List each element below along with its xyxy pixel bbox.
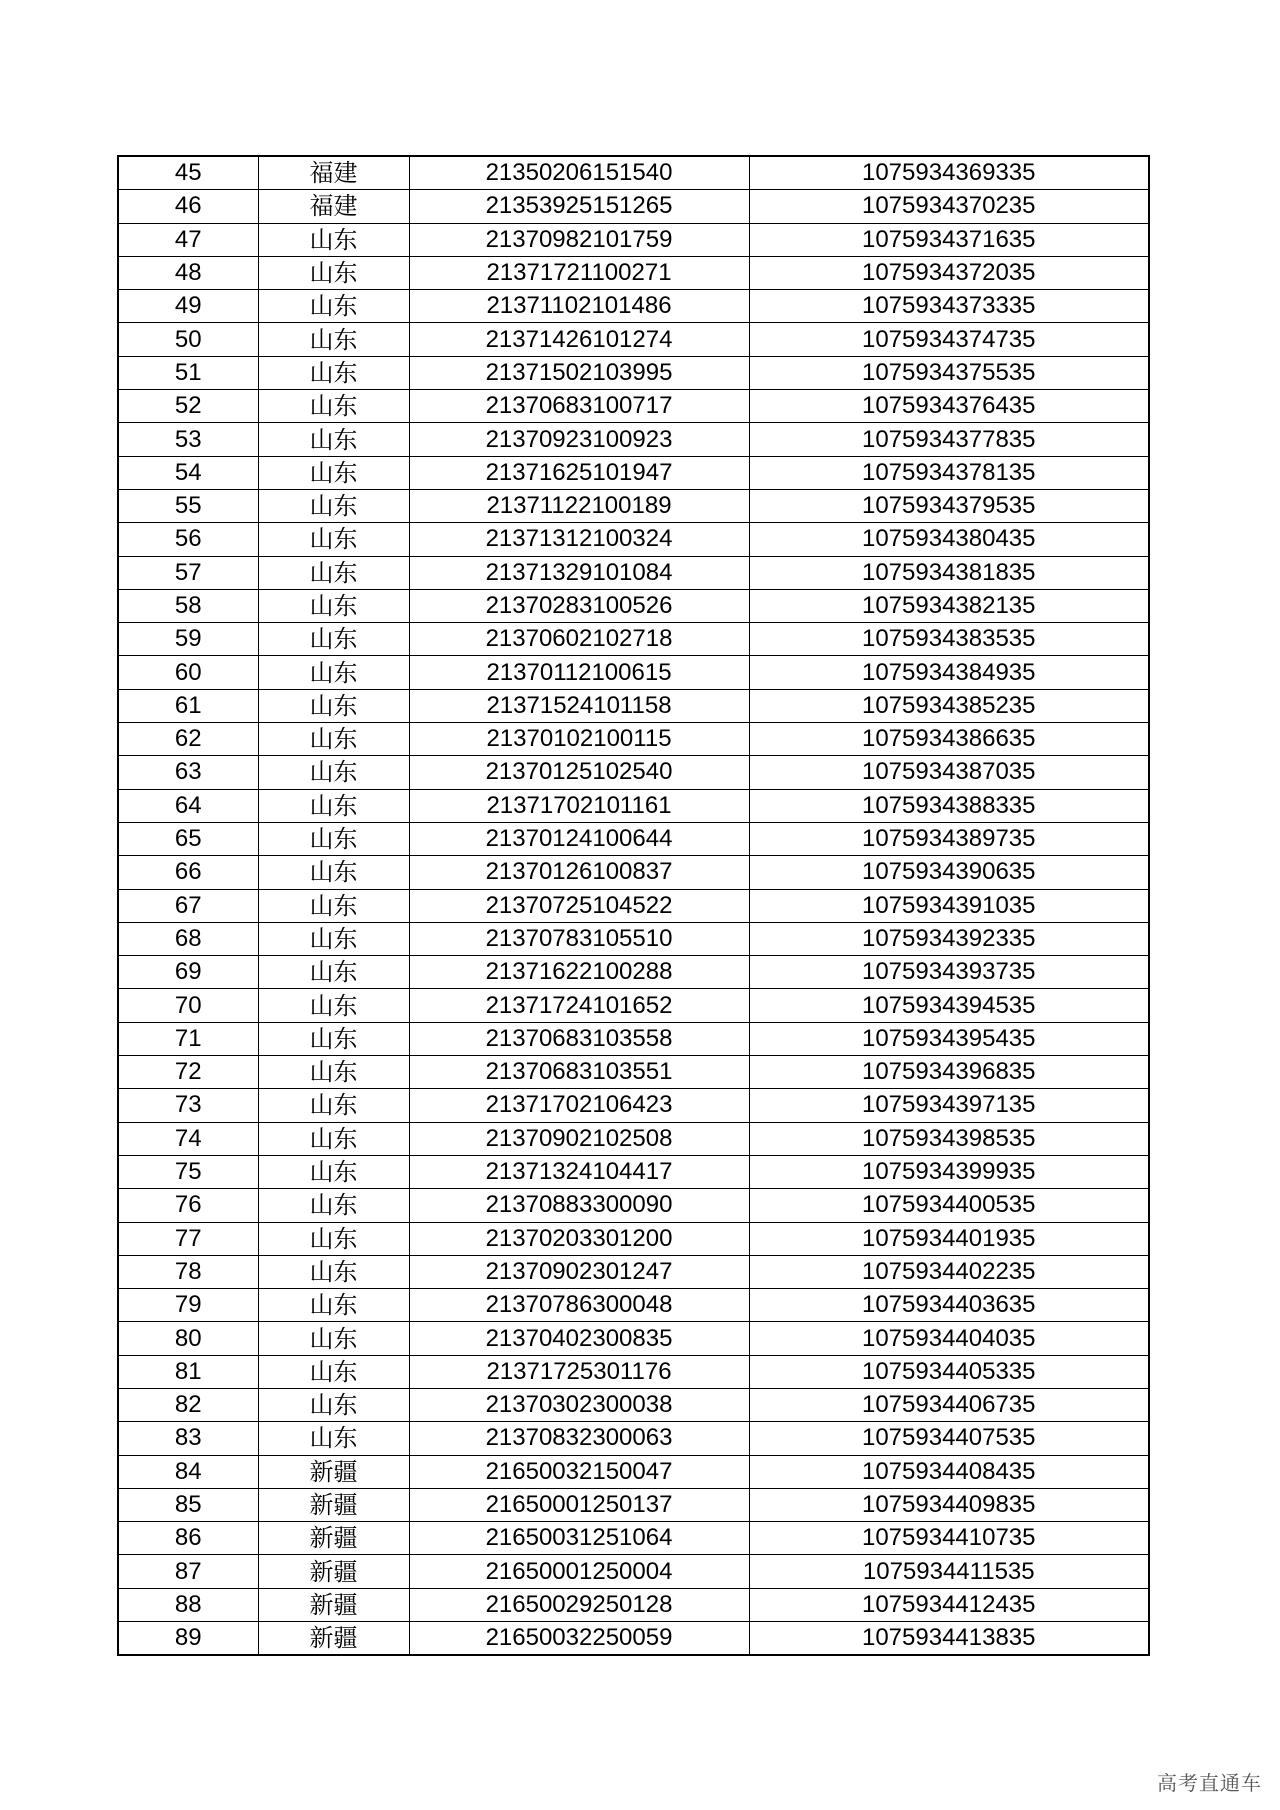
notice-number-cell: 1075934409835 [749, 1488, 1149, 1521]
admission-list-table [117, 155, 1150, 1656]
row-index-cell: 79 [118, 1289, 258, 1322]
exam-number-cell: 21371622100288 [409, 956, 749, 989]
province-cell: 山东 [258, 1355, 409, 1388]
province-cell: 山东 [258, 922, 409, 955]
notice-number-cell: 1075934378135 [749, 456, 1149, 489]
row-index-cell: 52 [118, 390, 258, 423]
notice-number-cell: 1075934402235 [749, 1255, 1149, 1288]
notice-number-cell: 1075934408435 [749, 1455, 1149, 1488]
row-index-cell: 75 [118, 1155, 258, 1188]
table-row [118, 623, 1149, 656]
table-row [118, 1189, 1149, 1222]
exam-number-cell: 21370683100717 [409, 390, 749, 423]
exam-number-cell: 21370786300048 [409, 1289, 749, 1322]
notice-number-cell: 1075934404035 [749, 1322, 1149, 1355]
province-cell: 山东 [258, 956, 409, 989]
exam-number-cell: 21370125102540 [409, 756, 749, 789]
province-cell: 山东 [258, 1255, 409, 1288]
table-row [118, 256, 1149, 289]
row-index-cell: 55 [118, 489, 258, 522]
row-index-cell: 68 [118, 922, 258, 955]
province-cell: 山东 [258, 623, 409, 656]
exam-number-cell: 21370783105510 [409, 922, 749, 955]
exam-number-cell: 21371426101274 [409, 323, 749, 356]
exam-number-cell: 21370124100644 [409, 822, 749, 855]
province-cell: 新疆 [258, 1522, 409, 1555]
table-row [118, 922, 1149, 955]
table-body [118, 156, 1149, 1655]
notice-number-cell: 1075934403635 [749, 1289, 1149, 1322]
exam-number-cell: 21370902301247 [409, 1255, 749, 1288]
row-index-cell: 74 [118, 1122, 258, 1155]
notice-number-cell: 1075934371635 [749, 223, 1149, 256]
notice-number-cell: 1075934386635 [749, 723, 1149, 756]
table-row [118, 1122, 1149, 1155]
province-cell: 山东 [258, 756, 409, 789]
table-row [118, 356, 1149, 389]
row-index-cell: 84 [118, 1455, 258, 1488]
exam-number-cell: 21370102100115 [409, 723, 749, 756]
table-row [118, 989, 1149, 1022]
row-index-cell: 56 [118, 523, 258, 556]
table-row [118, 190, 1149, 223]
row-index-cell: 86 [118, 1522, 258, 1555]
table-row [118, 156, 1149, 190]
exam-number-cell: 21371524101158 [409, 689, 749, 722]
province-cell: 山东 [258, 423, 409, 456]
province-cell: 山东 [258, 1122, 409, 1155]
row-index-cell: 48 [118, 256, 258, 289]
exam-number-cell: 21370832300063 [409, 1422, 749, 1455]
province-cell: 山东 [258, 1289, 409, 1322]
province-cell: 山东 [258, 290, 409, 323]
province-cell: 山东 [258, 822, 409, 855]
row-index-cell: 77 [118, 1222, 258, 1255]
row-index-cell: 50 [118, 323, 258, 356]
exam-number-cell: 21650001250137 [409, 1488, 749, 1521]
table-row [118, 689, 1149, 722]
notice-number-cell: 1075934391035 [749, 889, 1149, 922]
province-cell: 山东 [258, 1222, 409, 1255]
row-index-cell: 81 [118, 1355, 258, 1388]
province-cell: 山东 [258, 223, 409, 256]
table-row [118, 723, 1149, 756]
table-row [118, 1488, 1149, 1521]
exam-number-cell: 21371625101947 [409, 456, 749, 489]
province-cell: 山东 [258, 1022, 409, 1055]
province-cell: 山东 [258, 489, 409, 522]
notice-number-cell: 1075934390635 [749, 856, 1149, 889]
notice-number-cell: 1075934383535 [749, 623, 1149, 656]
province-cell: 山东 [258, 656, 409, 689]
province-cell: 山东 [258, 1388, 409, 1421]
table-row [118, 1089, 1149, 1122]
notice-number-cell: 1075934397135 [749, 1089, 1149, 1122]
exam-number-cell: 21371502103995 [409, 356, 749, 389]
exam-number-cell: 21370126100837 [409, 856, 749, 889]
table-row [118, 789, 1149, 822]
table-row [118, 556, 1149, 589]
notice-number-cell: 1075934393735 [749, 956, 1149, 989]
province-cell: 山东 [258, 1056, 409, 1089]
row-index-cell: 73 [118, 1089, 258, 1122]
row-index-cell: 70 [118, 989, 258, 1022]
table-row [118, 423, 1149, 456]
table-row [118, 1056, 1149, 1089]
table-row [118, 1455, 1149, 1488]
notice-number-cell: 1075934384935 [749, 656, 1149, 689]
table-row [118, 1388, 1149, 1421]
row-index-cell: 49 [118, 290, 258, 323]
row-index-cell: 46 [118, 190, 258, 223]
row-index-cell: 89 [118, 1622, 258, 1656]
province-cell: 新疆 [258, 1455, 409, 1488]
province-cell: 山东 [258, 589, 409, 622]
province-cell: 新疆 [258, 1488, 409, 1521]
notice-number-cell: 1075934392335 [749, 922, 1149, 955]
row-index-cell: 66 [118, 856, 258, 889]
row-index-cell: 85 [118, 1488, 258, 1521]
table-row [118, 489, 1149, 522]
watermark-text: 高考直通车 [1157, 1771, 1262, 1795]
row-index-cell: 76 [118, 1189, 258, 1222]
notice-number-cell: 1075934407535 [749, 1422, 1149, 1455]
exam-number-cell: 21370112100615 [409, 656, 749, 689]
province-cell: 山东 [258, 390, 409, 423]
exam-number-cell: 21371122100189 [409, 489, 749, 522]
row-index-cell: 63 [118, 756, 258, 789]
row-index-cell: 51 [118, 356, 258, 389]
exam-number-cell: 21370683103551 [409, 1056, 749, 1089]
notice-number-cell: 1075934398535 [749, 1122, 1149, 1155]
exam-number-cell: 21650032150047 [409, 1455, 749, 1488]
exam-number-cell: 21370902102508 [409, 1122, 749, 1155]
exam-number-cell: 21353925151265 [409, 190, 749, 223]
exam-number-cell: 21371329101084 [409, 556, 749, 589]
table-row [118, 223, 1149, 256]
exam-number-cell: 21650029250128 [409, 1588, 749, 1621]
row-index-cell: 71 [118, 1022, 258, 1055]
notice-number-cell: 1075934385235 [749, 689, 1149, 722]
exam-number-cell: 21650031251064 [409, 1522, 749, 1555]
notice-number-cell: 1075934379535 [749, 489, 1149, 522]
notice-number-cell: 1075934375535 [749, 356, 1149, 389]
province-cell: 山东 [258, 456, 409, 489]
table-row [118, 1355, 1149, 1388]
row-index-cell: 87 [118, 1555, 258, 1588]
notice-number-cell: 1075934374735 [749, 323, 1149, 356]
row-index-cell: 67 [118, 889, 258, 922]
table-row [118, 589, 1149, 622]
table-row [118, 1289, 1149, 1322]
notice-number-cell: 1075934412435 [749, 1588, 1149, 1621]
province-cell: 新疆 [258, 1588, 409, 1621]
exam-number-cell: 21370982101759 [409, 223, 749, 256]
row-index-cell: 65 [118, 822, 258, 855]
notice-number-cell: 1075934380435 [749, 523, 1149, 556]
exam-number-cell: 21371702106423 [409, 1089, 749, 1122]
table-row [118, 956, 1149, 989]
table-row [118, 1622, 1149, 1656]
province-cell: 山东 [258, 989, 409, 1022]
province-cell: 山东 [258, 1422, 409, 1455]
province-cell: 山东 [258, 856, 409, 889]
table-row [118, 456, 1149, 489]
province-cell: 山东 [258, 689, 409, 722]
row-index-cell: 69 [118, 956, 258, 989]
row-index-cell: 62 [118, 723, 258, 756]
exam-number-cell: 21370602102718 [409, 623, 749, 656]
notice-number-cell: 1075934388335 [749, 789, 1149, 822]
notice-number-cell: 1075934395435 [749, 1022, 1149, 1055]
row-index-cell: 45 [118, 156, 258, 190]
notice-number-cell: 1075934370235 [749, 190, 1149, 223]
row-index-cell: 78 [118, 1255, 258, 1288]
exam-number-cell: 21370883300090 [409, 1189, 749, 1222]
notice-number-cell: 1075934389735 [749, 822, 1149, 855]
table-row [118, 390, 1149, 423]
table-row [118, 889, 1149, 922]
row-index-cell: 64 [118, 789, 258, 822]
table-row [118, 656, 1149, 689]
table-row [118, 1255, 1149, 1288]
exam-number-cell: 21371312100324 [409, 523, 749, 556]
table-row [118, 323, 1149, 356]
row-index-cell: 72 [118, 1056, 258, 1089]
notice-number-cell: 1075934399935 [749, 1155, 1149, 1188]
row-index-cell: 57 [118, 556, 258, 589]
row-index-cell: 60 [118, 656, 258, 689]
province-cell: 山东 [258, 789, 409, 822]
province-cell: 山东 [258, 556, 409, 589]
notice-number-cell: 1075934377835 [749, 423, 1149, 456]
table-row [118, 1155, 1149, 1188]
province-cell: 福建 [258, 156, 409, 190]
notice-number-cell: 1075934413835 [749, 1622, 1149, 1656]
exam-number-cell: 21371324104417 [409, 1155, 749, 1188]
exam-number-cell: 21371724101652 [409, 989, 749, 1022]
table-row [118, 1588, 1149, 1621]
notice-number-cell: 1075934394535 [749, 989, 1149, 1022]
notice-number-cell: 1075934396835 [749, 1056, 1149, 1089]
exam-number-cell: 21371721100271 [409, 256, 749, 289]
exam-number-cell: 21370203301200 [409, 1222, 749, 1255]
table-row [118, 1322, 1149, 1355]
exam-number-cell: 21371725301176 [409, 1355, 749, 1388]
exam-number-cell: 21370283100526 [409, 589, 749, 622]
province-cell: 山东 [258, 523, 409, 556]
table-row [118, 822, 1149, 855]
table-row [118, 1222, 1149, 1255]
notice-number-cell: 1075934381835 [749, 556, 1149, 589]
province-cell: 山东 [258, 256, 409, 289]
exam-number-cell: 21370302300038 [409, 1388, 749, 1421]
table-row [118, 856, 1149, 889]
table-row [118, 290, 1149, 323]
row-index-cell: 82 [118, 1388, 258, 1421]
province-cell: 山东 [258, 323, 409, 356]
notice-number-cell: 1075934410735 [749, 1522, 1149, 1555]
notice-number-cell: 1075934401935 [749, 1222, 1149, 1255]
province-cell: 山东 [258, 723, 409, 756]
row-index-cell: 54 [118, 456, 258, 489]
row-index-cell: 59 [118, 623, 258, 656]
notice-number-cell: 1075934369335 [749, 156, 1149, 190]
table-row [118, 756, 1149, 789]
exam-number-cell: 21370683103558 [409, 1022, 749, 1055]
notice-number-cell: 1075934405335 [749, 1355, 1149, 1388]
exam-number-cell: 21650001250004 [409, 1555, 749, 1588]
table-row [118, 1422, 1149, 1455]
province-cell: 新疆 [258, 1622, 409, 1656]
exam-number-cell: 21370402300835 [409, 1322, 749, 1355]
notice-number-cell: 1075934376435 [749, 390, 1149, 423]
exam-number-cell: 21371102101486 [409, 290, 749, 323]
row-index-cell: 47 [118, 223, 258, 256]
province-cell: 山东 [258, 1322, 409, 1355]
notice-number-cell: 1075934400535 [749, 1189, 1149, 1222]
exam-number-cell: 21650032250059 [409, 1622, 749, 1656]
row-index-cell: 61 [118, 689, 258, 722]
province-cell: 福建 [258, 190, 409, 223]
notice-number-cell: 1075934411535 [749, 1555, 1149, 1588]
province-cell: 新疆 [258, 1555, 409, 1588]
notice-number-cell: 1075934382135 [749, 589, 1149, 622]
table-row [118, 523, 1149, 556]
province-cell: 山东 [258, 356, 409, 389]
table-row [118, 1022, 1149, 1055]
row-index-cell: 58 [118, 589, 258, 622]
table-row [118, 1555, 1149, 1588]
province-cell: 山东 [258, 1189, 409, 1222]
row-index-cell: 88 [118, 1588, 258, 1621]
province-cell: 山东 [258, 889, 409, 922]
province-cell: 山东 [258, 1089, 409, 1122]
exam-number-cell: 21371702101161 [409, 789, 749, 822]
row-index-cell: 83 [118, 1422, 258, 1455]
row-index-cell: 53 [118, 423, 258, 456]
exam-number-cell: 21350206151540 [409, 156, 749, 190]
province-cell: 山东 [258, 1155, 409, 1188]
notice-number-cell: 1075934387035 [749, 756, 1149, 789]
exam-number-cell: 21370923100923 [409, 423, 749, 456]
notice-number-cell: 1075934373335 [749, 290, 1149, 323]
notice-number-cell: 1075934406735 [749, 1388, 1149, 1421]
exam-number-cell: 21370725104522 [409, 889, 749, 922]
row-index-cell: 80 [118, 1322, 258, 1355]
table-row [118, 1522, 1149, 1555]
notice-number-cell: 1075934372035 [749, 256, 1149, 289]
